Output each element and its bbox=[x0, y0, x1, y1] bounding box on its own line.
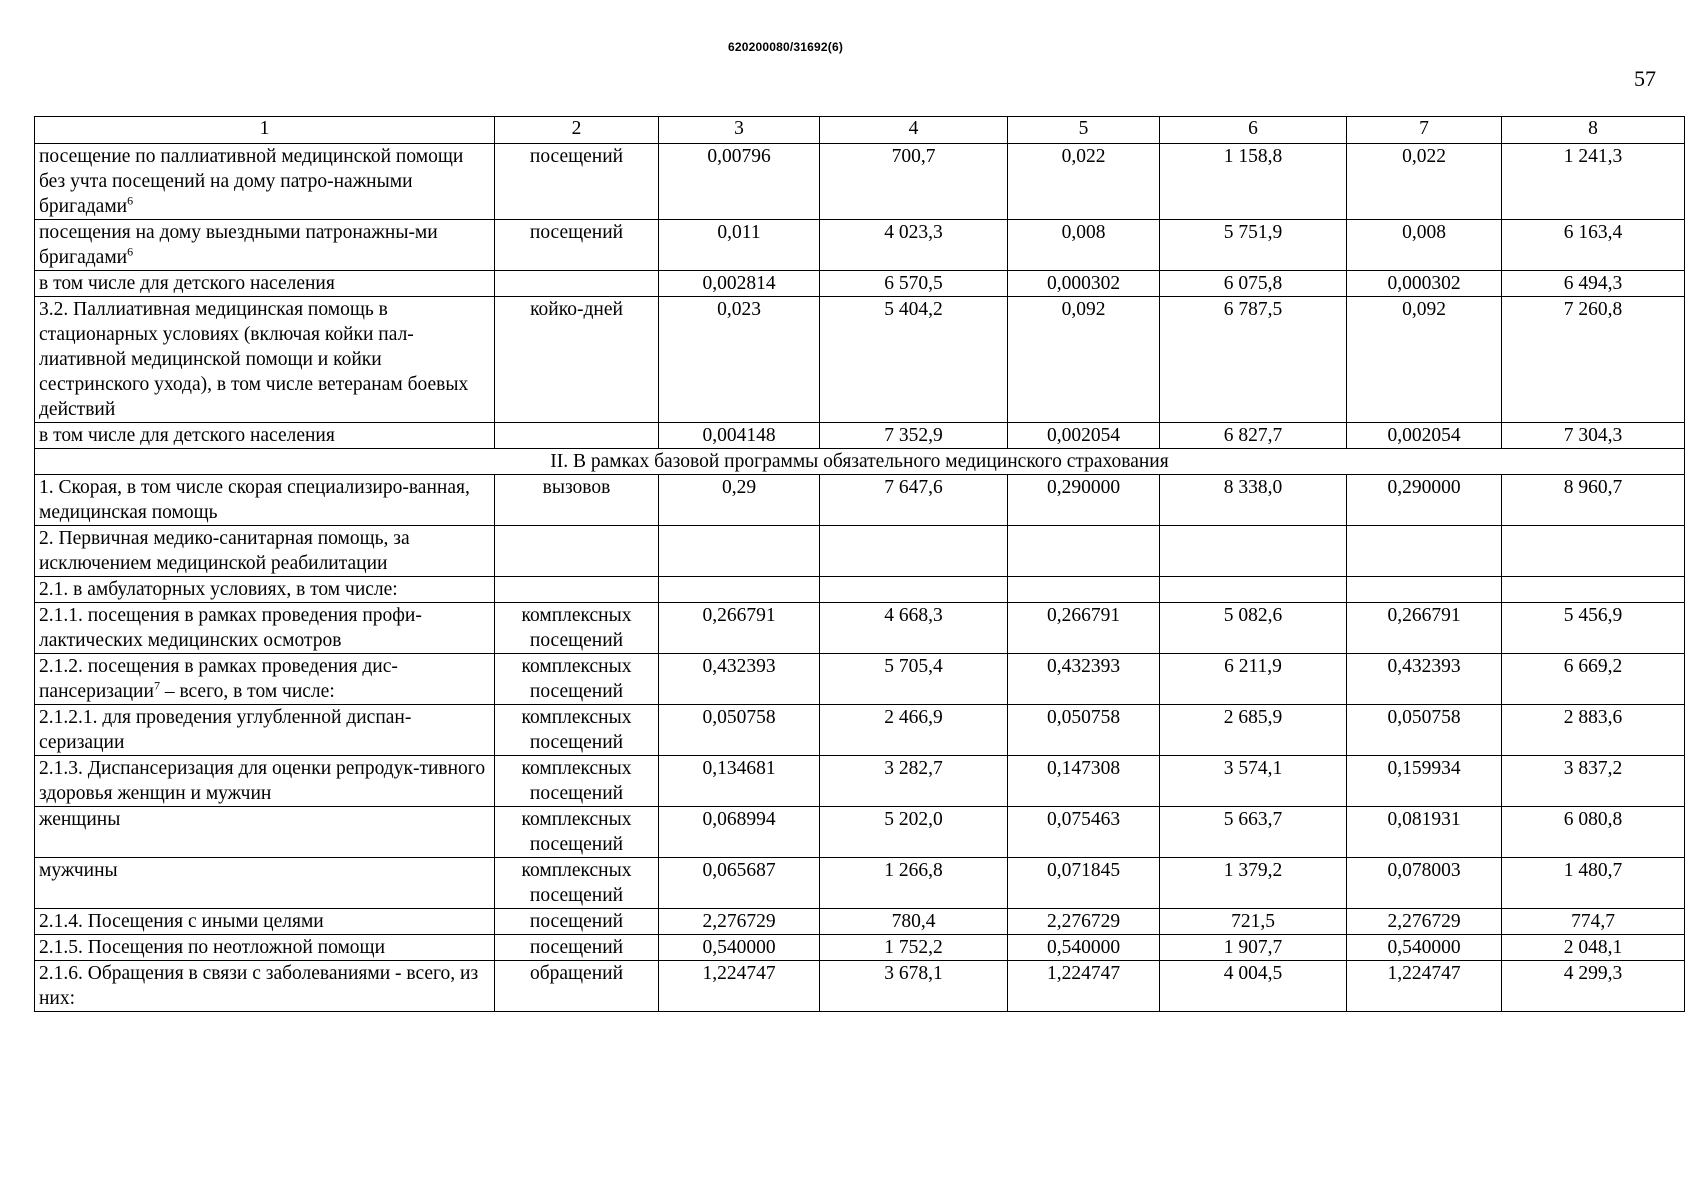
value-cell: 0,050758 bbox=[659, 705, 820, 756]
unit-cell: комплексных посещений bbox=[495, 858, 659, 909]
value-cell bbox=[659, 577, 820, 603]
value-cell bbox=[1347, 526, 1502, 577]
value-cell: 0,078003 bbox=[1347, 858, 1502, 909]
row-label-tail: – всего, в том числе: bbox=[159, 681, 335, 702]
value-cell: 0,147308 bbox=[1008, 756, 1160, 807]
value-cell: 0,540000 bbox=[1347, 935, 1502, 961]
value-cell: 0,068994 bbox=[659, 807, 820, 858]
section-header bbox=[35, 449, 1685, 475]
unit-cell: посещений bbox=[495, 935, 659, 961]
value-cell: 0,000302 bbox=[1008, 271, 1160, 297]
value-cell: 1 752,2 bbox=[820, 935, 1008, 961]
value-cell bbox=[1160, 526, 1347, 577]
value-cell: 3 282,7 bbox=[820, 756, 1008, 807]
value-cell: 700,7 bbox=[820, 144, 1008, 220]
value-cell: 5 663,7 bbox=[1160, 807, 1347, 858]
row-label-text: мужчины bbox=[39, 860, 118, 881]
row-label bbox=[35, 807, 495, 858]
table-row bbox=[35, 220, 1685, 271]
value-cell: 0,002814 bbox=[659, 271, 820, 297]
row-label bbox=[35, 705, 495, 756]
table-row bbox=[35, 961, 1685, 1012]
value-cell bbox=[1008, 577, 1160, 603]
unit-cell: койко-дней bbox=[495, 297, 659, 423]
value-cell: 6 211,9 bbox=[1160, 654, 1347, 705]
row-label bbox=[35, 909, 495, 935]
row-label bbox=[35, 475, 495, 526]
value-cell: 1,224747 bbox=[1008, 961, 1160, 1012]
value-cell: 7 647,6 bbox=[820, 475, 1008, 526]
unit-cell: комплексных посещений bbox=[495, 756, 659, 807]
column-header: 2 bbox=[495, 117, 659, 144]
table-row bbox=[35, 654, 1685, 705]
column-header: 5 bbox=[1008, 117, 1160, 144]
value-cell: 0,011 bbox=[659, 220, 820, 271]
value-cell: 6 080,8 bbox=[1502, 807, 1685, 858]
row-label-text: в том числе для детского населения bbox=[39, 273, 335, 294]
value-cell: 0,081931 bbox=[1347, 807, 1502, 858]
value-cell: 2,276729 bbox=[1347, 909, 1502, 935]
row-label-text: 2.1.2.1. для проведения углубленной диспан-серизации bbox=[39, 707, 412, 753]
value-cell: 4 004,5 bbox=[1160, 961, 1347, 1012]
footnote-marker: 7 bbox=[153, 678, 160, 693]
row-label-text: 2.1.4. Посещения с иными целями bbox=[39, 911, 324, 932]
value-cell: 4 668,3 bbox=[820, 603, 1008, 654]
value-cell: 0,092 bbox=[1347, 297, 1502, 423]
row-label-text: в том числе для детского населения bbox=[39, 425, 335, 446]
value-cell: 0,002054 bbox=[1008, 423, 1160, 449]
value-cell: 6 787,5 bbox=[1160, 297, 1347, 423]
row-label-text: 2.1.3. Диспансеризация для оценки репродук-тивного здоровья женщин и мужчин bbox=[39, 758, 486, 804]
value-cell: 0,00796 bbox=[659, 144, 820, 220]
value-cell: 3 837,2 bbox=[1502, 756, 1685, 807]
value-cell: 4 299,3 bbox=[1502, 961, 1685, 1012]
document-code: 620200080/31692(6) bbox=[728, 40, 844, 54]
unit-cell: вызовов bbox=[495, 475, 659, 526]
value-cell: 0,290000 bbox=[1008, 475, 1160, 526]
unit-cell: посещений bbox=[495, 144, 659, 220]
value-cell: 1 379,2 bbox=[1160, 858, 1347, 909]
value-cell: 780,4 bbox=[820, 909, 1008, 935]
value-cell: 2,276729 bbox=[659, 909, 820, 935]
column-header: 3 bbox=[659, 117, 820, 144]
value-cell: 3 678,1 bbox=[820, 961, 1008, 1012]
table-row bbox=[35, 423, 1685, 449]
table-row bbox=[35, 756, 1685, 807]
row-label-text: 2.1.2. посещения в рамках проведения дис-пансеризации bbox=[39, 656, 398, 702]
tariff-table bbox=[34, 116, 1685, 1012]
value-cell bbox=[820, 577, 1008, 603]
row-label-text: посещения на дому выездными патронажны-ми бригадами bbox=[39, 222, 438, 268]
value-cell bbox=[1502, 577, 1685, 603]
row-label-text: 2.1. в амбулаторных условиях, в том числе: bbox=[39, 579, 398, 600]
row-label-text: 3.2. Паллиативная медицинская помощь в стационарных условиях (включая койки пал-лиативной медицинской помощи и койки сестринского ухода), в том числе ветеранам боевых действий bbox=[39, 299, 469, 420]
value-cell: 7 304,3 bbox=[1502, 423, 1685, 449]
value-cell: 5 082,6 bbox=[1160, 603, 1347, 654]
value-cell: 0,022 bbox=[1347, 144, 1502, 220]
row-label-text: 2.1.5. Посещения по неотложной помощи bbox=[39, 937, 386, 958]
table-row bbox=[35, 526, 1685, 577]
table-row bbox=[35, 144, 1685, 220]
value-cell: 0,092 bbox=[1008, 297, 1160, 423]
row-label bbox=[35, 603, 495, 654]
value-cell: 5 705,4 bbox=[820, 654, 1008, 705]
value-cell: 2 048,1 bbox=[1502, 935, 1685, 961]
value-cell: 6 163,4 bbox=[1502, 220, 1685, 271]
value-cell bbox=[1008, 526, 1160, 577]
value-cell: 0,000302 bbox=[1347, 271, 1502, 297]
table-row bbox=[35, 705, 1685, 756]
unit-cell: комплексных посещений bbox=[495, 603, 659, 654]
value-cell: 0,266791 bbox=[1347, 603, 1502, 654]
value-cell: 1 907,7 bbox=[1160, 935, 1347, 961]
value-cell: 6 570,5 bbox=[820, 271, 1008, 297]
value-cell: 0,050758 bbox=[1008, 705, 1160, 756]
value-cell: 1 241,3 bbox=[1502, 144, 1685, 220]
value-cell: 2 883,6 bbox=[1502, 705, 1685, 756]
value-cell: 3 574,1 bbox=[1160, 756, 1347, 807]
footnote-marker: 6 bbox=[127, 193, 134, 208]
value-cell: 0,075463 bbox=[1008, 807, 1160, 858]
value-cell: 8 960,7 bbox=[1502, 475, 1685, 526]
table-row bbox=[35, 603, 1685, 654]
column-header: 1 bbox=[35, 117, 495, 144]
value-cell: 1 480,7 bbox=[1502, 858, 1685, 909]
row-label bbox=[35, 756, 495, 807]
row-label-text: женщины bbox=[39, 809, 121, 830]
row-label-text: посещение по паллиативной медицинской помощи без учта посещений на дому патро-нажными бригадами bbox=[39, 146, 464, 217]
section-row bbox=[35, 449, 1685, 475]
value-cell bbox=[1502, 526, 1685, 577]
value-cell: 1 158,8 bbox=[1160, 144, 1347, 220]
value-cell: 0,071845 bbox=[1008, 858, 1160, 909]
value-cell: 5 202,0 bbox=[820, 807, 1008, 858]
value-cell: 0,432393 bbox=[659, 654, 820, 705]
unit-cell: посещений bbox=[495, 909, 659, 935]
value-cell: 0,134681 bbox=[659, 756, 820, 807]
value-cell: 6 827,7 bbox=[1160, 423, 1347, 449]
column-header: 4 bbox=[820, 117, 1008, 144]
unit-cell: комплексных посещений bbox=[495, 807, 659, 858]
value-cell: 0,023 bbox=[659, 297, 820, 423]
table-row bbox=[35, 297, 1685, 423]
row-label bbox=[35, 935, 495, 961]
value-cell: 0,266791 bbox=[1008, 603, 1160, 654]
value-cell: 0,050758 bbox=[1347, 705, 1502, 756]
row-label bbox=[35, 961, 495, 1012]
page-number: 57 bbox=[1634, 66, 1656, 91]
value-cell: 2 685,9 bbox=[1160, 705, 1347, 756]
row-label bbox=[35, 220, 495, 271]
value-cell bbox=[820, 526, 1008, 577]
value-cell: 721,5 bbox=[1160, 909, 1347, 935]
table-row bbox=[35, 475, 1685, 526]
value-cell: 0,002054 bbox=[1347, 423, 1502, 449]
row-label bbox=[35, 297, 495, 423]
value-cell: 774,7 bbox=[1502, 909, 1685, 935]
unit-cell: комплексных посещений bbox=[495, 654, 659, 705]
value-cell: 6 669,2 bbox=[1502, 654, 1685, 705]
value-cell: 8 338,0 bbox=[1160, 475, 1347, 526]
row-label bbox=[35, 858, 495, 909]
value-cell: 5 456,9 bbox=[1502, 603, 1685, 654]
row-label-text: 2.1.6. Обращения в связи с заболеваниями - всего, из них: bbox=[39, 963, 479, 1009]
row-label bbox=[35, 271, 495, 297]
value-cell: 5 751,9 bbox=[1160, 220, 1347, 271]
row-label bbox=[35, 654, 495, 705]
value-cell: 0,022 bbox=[1008, 144, 1160, 220]
value-cell: 1 266,8 bbox=[820, 858, 1008, 909]
value-cell: 0,29 bbox=[659, 475, 820, 526]
row-label-text: 2. Первичная медико-санитарная помощь, за исключением медицинской реабилитации bbox=[39, 528, 410, 574]
value-cell: 1,224747 bbox=[659, 961, 820, 1012]
row-label bbox=[35, 526, 495, 577]
value-cell: 0,008 bbox=[1008, 220, 1160, 271]
table-row bbox=[35, 909, 1685, 935]
value-cell: 0,432393 bbox=[1008, 654, 1160, 705]
row-label-text: 1. Скорая, в том числе скорая специализиро-ванная, медицинская помощь bbox=[39, 477, 470, 523]
value-cell: 5 404,2 bbox=[820, 297, 1008, 423]
value-cell: 0,004148 bbox=[659, 423, 820, 449]
table-row bbox=[35, 807, 1685, 858]
value-cell bbox=[1160, 577, 1347, 603]
table-row bbox=[35, 577, 1685, 603]
column-header: 7 bbox=[1347, 117, 1502, 144]
value-cell bbox=[1347, 577, 1502, 603]
row-label-text: 2.1.1. посещения в рамках проведения профи-лактических медицинских осмотров bbox=[39, 605, 422, 651]
value-cell: 2,276729 bbox=[1008, 909, 1160, 935]
table-body-part-1 bbox=[35, 144, 1685, 449]
table-body-part-2 bbox=[35, 475, 1685, 1012]
value-cell: 4 023,3 bbox=[820, 220, 1008, 271]
value-cell: 0,008 bbox=[1347, 220, 1502, 271]
row-label bbox=[35, 144, 495, 220]
value-cell: 0,266791 bbox=[659, 603, 820, 654]
table-row bbox=[35, 271, 1685, 297]
row-label bbox=[35, 423, 495, 449]
value-cell: 0,065687 bbox=[659, 858, 820, 909]
header-row bbox=[35, 117, 1685, 144]
unit-cell bbox=[495, 577, 659, 603]
value-cell: 6 494,3 bbox=[1502, 271, 1685, 297]
value-cell: 0,290000 bbox=[1347, 475, 1502, 526]
unit-cell: комплексных посещений bbox=[495, 705, 659, 756]
column-header: 8 bbox=[1502, 117, 1685, 144]
value-cell: 0,432393 bbox=[1347, 654, 1502, 705]
row-label bbox=[35, 577, 495, 603]
value-cell: 7 260,8 bbox=[1502, 297, 1685, 423]
unit-cell bbox=[495, 423, 659, 449]
value-cell: 1,224747 bbox=[1347, 961, 1502, 1012]
section-title: II. В рамках базовой программы обязательного медицинского страхования bbox=[35, 449, 1685, 475]
column-header: 6 bbox=[1160, 117, 1347, 144]
table-row bbox=[35, 935, 1685, 961]
unit-cell: посещений bbox=[495, 220, 659, 271]
unit-cell bbox=[495, 526, 659, 577]
unit-cell: обращений bbox=[495, 961, 659, 1012]
value-cell: 7 352,9 bbox=[820, 423, 1008, 449]
table-row bbox=[35, 858, 1685, 909]
value-cell: 2 466,9 bbox=[820, 705, 1008, 756]
value-cell: 0,540000 bbox=[1008, 935, 1160, 961]
value-cell: 0,159934 bbox=[1347, 756, 1502, 807]
footnote-marker: 6 bbox=[127, 244, 134, 259]
value-cell bbox=[659, 526, 820, 577]
unit-cell bbox=[495, 271, 659, 297]
value-cell: 6 075,8 bbox=[1160, 271, 1347, 297]
value-cell: 0,540000 bbox=[659, 935, 820, 961]
